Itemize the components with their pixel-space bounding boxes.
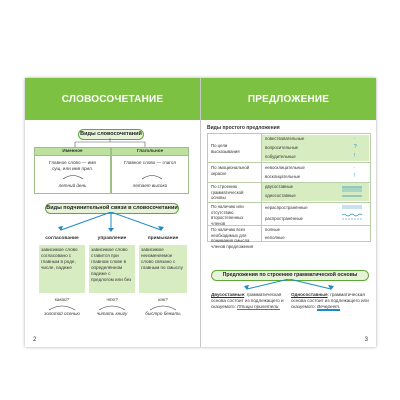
mark-2-1: . [354,164,356,170]
one-part-block [291,292,369,310]
kind-label-3: примыкание [147,236,179,241]
right-page-title: ПРЕДЛОЖЕНИЕ [201,78,376,120]
col-verbal-head: Глагольное [111,147,189,156]
two-part-block [211,292,285,310]
question-2: что? [106,297,118,302]
group-label-4: По наличию или отсутствию второстепенных членов [211,204,244,226]
col-verbal-text: Главное слово — глагол [123,160,177,165]
item-4-2: распространённые [265,216,303,221]
link-pill: Виды подчинительной связи в словосочетании [45,203,179,214]
underline-marks-3 [340,185,366,199]
group-label-3: По строению грамматической основы [211,184,244,200]
item-3-1: двусоставные [265,184,293,189]
group-label-2: По эмоциональной окраске [211,165,250,176]
textbook-spread [25,78,376,347]
structure-arrows [201,279,376,291]
two-part-text: : грамматическая основа состоит из подлежащего и сказуемого: [211,292,284,309]
kind-text-1: зависимое слово согласовано с главным в роде, числе, падеже [39,245,85,293]
row-divider [208,202,370,203]
kind-text-3: зависимое неизменяемое слово связано с главным по смыслу [139,245,187,293]
mark-1-3: ! [354,153,356,159]
item-1-3: побудительные [265,154,296,159]
item-5-2: неполные [265,235,285,240]
col-verbal-cell [111,155,189,194]
col-nominal-example: летний день [58,183,87,188]
item-2-1: невосклицательные [265,165,305,170]
nominal-arc [61,174,85,180]
link-arrows [25,212,200,234]
col-nominal-cell [34,155,111,194]
col-nominal-text: Главное слово — имя сущ. или имя прил. [49,160,96,171]
classification-table [207,133,371,249]
column-divider [261,134,262,241]
verbal-arc [140,174,164,180]
one-part-example: Вечереет. [317,304,341,309]
item-3-2: односоставные [265,193,296,198]
structure-pill: Предложения по строению грамматической основы [211,270,369,281]
underline-marks-4 [340,204,366,224]
item-2-2: восклицательные [265,174,301,179]
example-arcs [25,303,200,311]
item-1-2: вопросительные [265,145,299,150]
right-page [201,78,376,347]
row-divider [208,225,370,226]
page-number-left: 2 [33,337,37,343]
kind-label-2: управление [97,236,127,241]
col-verbal-example: летает высоко [132,183,168,188]
mark-1-1: . [354,135,356,141]
group-label-1: По цели высказывания [211,143,240,154]
kind-text-2: зависимое слово ставится при главном слове в определённом падеже с предлогом или без [89,245,135,293]
example-1: золотой осенью [44,311,80,316]
question-1: какой? [54,297,70,302]
question-3: как? [158,297,168,302]
one-part-title: Односоставные [291,292,328,297]
left-page-title: СЛОВОСОЧЕТАНИЕ [25,78,200,120]
example-2: читать книгу [96,311,128,316]
col-nominal-head: Именное [34,147,111,156]
one-part-text: : грамматическая основа состоит из подлежащего или сказуемого: [291,292,369,309]
two-part-example: Птицы прилетели. [237,304,280,309]
item-5-1: полные [265,227,280,232]
kind-label-1: согласование [45,236,79,241]
row-divider [208,162,370,163]
item-1-1: повествовательные [265,136,305,141]
page-number-right: 3 [364,337,368,343]
example-3: быстро бежать [145,311,181,316]
types-pill: Виды словосочетаний [78,129,144,140]
mark-2-2: ! [354,173,356,179]
right-subtitle: Виды простого предложения [207,125,280,131]
left-page [25,78,200,347]
group-label-5: По наличию всех необходимых для понимания смысла членов предложения [211,227,254,249]
two-part-title: Двусоставные [211,292,245,297]
mark-1-2: ? [354,144,357,150]
item-4-1: нераспространённые [265,205,308,210]
